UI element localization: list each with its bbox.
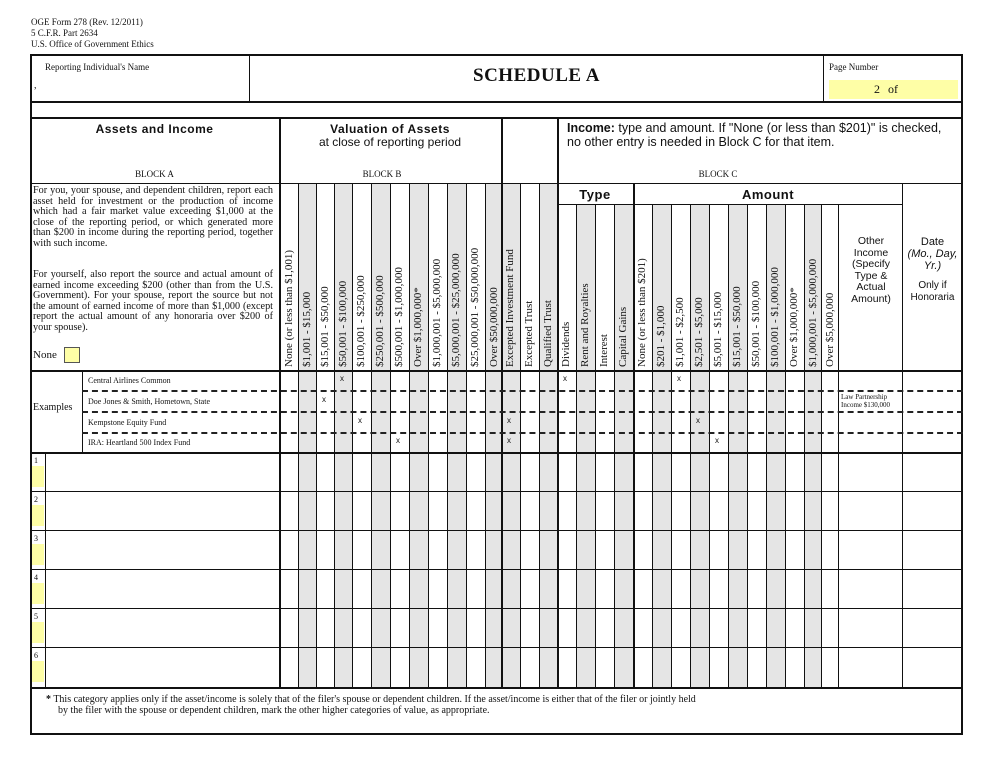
income-amount-col-shade <box>652 204 671 687</box>
income-amount-col-header-4: $5,001 - $15,000 <box>712 291 724 367</box>
trust-col-header-0: Excepted Investment Fund <box>504 249 516 367</box>
example-row-divider <box>82 411 963 413</box>
income-type-col-header-2: Interest <box>598 334 610 367</box>
none-checkbox[interactable] <box>64 347 80 363</box>
example-asset-name: Doe Jones & Smith, Hometown, State <box>88 397 210 406</box>
block-a-label: BLOCK A <box>135 169 174 179</box>
page-number-label: Page Number <box>829 62 879 72</box>
block-a-heading: Assets and Income <box>95 122 214 136</box>
value-col-header-4: $100,001 - $250,000 <box>355 275 367 367</box>
example-mark: x <box>696 416 700 425</box>
entry-asset-field[interactable] <box>46 492 278 529</box>
cfr-part: 5 C.F.R. Part 2634 <box>31 28 98 38</box>
reporting-individual-label: Reporting Individual's Name <box>45 62 150 72</box>
example-mark: x <box>322 395 326 404</box>
example-mark: x <box>715 436 719 445</box>
block-a-instructions-2: For yourself, also report the source and actual amount of earned income exceeding $200 (other than from the U.S. Government). For your spouse, report the source but not the amount of earned income of more than $1,000 (except report the actual amount of any honoraria over $200 of your spouse). <box>33 269 273 333</box>
value-col-header-11: Over $50,000,000 <box>488 287 500 367</box>
trust-col-header-2: Qualified Trust <box>542 300 554 367</box>
entry-row-number: 4 <box>34 573 38 582</box>
reporting-individual-name-field[interactable]: , <box>34 80 37 91</box>
value-col-shade <box>334 183 352 687</box>
block-a-instructions-1: For you, your spouse, and dependent children, report each asset held for investment or the production of income which had a fair market value exceeding $1,000 at the close of the reporting period, or which generated more than $200 in income during the reporting period, together with such income. <box>33 185 273 249</box>
block-b-heading: Valuation of Assets <box>330 122 450 136</box>
entry-asset-field[interactable] <box>46 648 278 685</box>
page-of-label: of <box>888 82 898 96</box>
entry-row-number: 5 <box>34 612 38 621</box>
income-amount-col-header-8: Over $1,000,000* <box>788 287 800 367</box>
example-asset-name: Kempstone Equity Fund <box>88 418 167 427</box>
trust-col-shade <box>539 183 557 687</box>
example-asset-name: Central Airlines Common <box>88 376 171 385</box>
income-amount-col-header-10: Over $5,000,000 <box>824 292 836 367</box>
block-b-subheading: at close of reporting period <box>318 135 462 149</box>
value-col-header-6: $500,001 - $1,000,000 <box>393 267 405 367</box>
footnote-line-2: by the filer with the spouse or dependent children, mark the other higher categories of value, as appropriate. <box>58 705 490 716</box>
entry-row-marker <box>32 622 44 643</box>
entry-row-marker <box>32 505 44 526</box>
value-col-header-9: $5,000,001 - $25,000,000 <box>450 253 462 367</box>
example-other-income: Law Partnership Income $130,000 <box>841 393 890 409</box>
entry-row-marker <box>32 544 44 565</box>
entry-row-number: 2 <box>34 495 38 504</box>
example-row-divider <box>82 390 963 392</box>
income-type-col-header-1: Rent and Royalties <box>579 283 591 367</box>
income-type-col-header-3: Capital Gains <box>617 306 629 367</box>
form-number: OGE Form 278 (Rev. 12/2011) <box>31 17 143 27</box>
value-col-header-3: $50,001 - $100,000 <box>337 280 349 367</box>
amount-header: Amount <box>741 187 795 202</box>
footnote-line-1: This category applies only if the asset/income is solely that of the filer's spouse or dependent children. If the asset/income is either that of the filer or jointly held <box>53 694 696 705</box>
entry-row-number: 6 <box>34 651 38 660</box>
block-c-label: BLOCK C <box>698 169 738 179</box>
income-amount-col-header-7: $100,001 - $1,000,000 <box>769 267 781 367</box>
block-c-heading <box>567 121 947 149</box>
value-col-shade <box>298 183 316 687</box>
footnote <box>46 694 696 716</box>
income-type-col-header-0: Dividends <box>560 321 572 367</box>
income-amount-col-header-1: $201 - $1,000 <box>655 305 667 367</box>
examples-label: Examples <box>33 402 73 413</box>
entry-row-marker <box>32 661 44 682</box>
income-amount-col-header-9: $1,000,001 - $5,000,000 <box>807 258 819 367</box>
date-note: Only if Honoraria <box>910 280 955 303</box>
agency-name: U.S. Office of Government Ethics <box>31 39 154 49</box>
value-col-header-1: $1,001 - $15,000 <box>301 291 313 367</box>
example-mark: x <box>677 374 681 383</box>
value-col-header-7: Over $1,000,000* <box>412 287 424 367</box>
income-amount-col-header-2: $1,001 - $2,500 <box>674 297 686 367</box>
date-header <box>903 236 962 304</box>
none-label: None <box>33 349 57 361</box>
entry-asset-field[interactable] <box>46 531 278 568</box>
example-asset-name: IRA: Heartland 500 Index Fund <box>88 438 191 447</box>
entry-row-number: 1 <box>34 456 38 465</box>
value-col-header-0: None (or less than $1,001) <box>283 249 295 367</box>
page-title: SCHEDULE A <box>473 65 600 86</box>
income-type-col-shade <box>614 204 633 687</box>
entry-row-number: 3 <box>34 534 38 543</box>
value-col-header-2: $15,001 - $50,000 <box>319 286 331 367</box>
top-divider <box>30 101 963 103</box>
entry-row-marker <box>32 466 44 487</box>
example-mark: x <box>563 374 567 383</box>
value-col-shade <box>409 183 428 687</box>
form-header <box>31 17 154 50</box>
income-amount-col-header-6: $50,001 - $100,000 <box>750 280 762 367</box>
block-c-heading-bold: Income: <box>567 121 615 135</box>
trust-col-header-1: Excepted Trust <box>523 300 535 367</box>
income-amount-col-shade <box>728 204 747 687</box>
example-mark: x <box>340 374 344 383</box>
date-format: (Mo., Day, Yr.) <box>907 248 958 272</box>
entry-asset-field[interactable] <box>46 570 278 607</box>
header-bottom-line <box>30 370 963 372</box>
value-col-shade <box>371 183 390 687</box>
entry-asset-field[interactable] <box>46 609 278 646</box>
income-type-col-shade <box>576 204 595 687</box>
block-b-label: BLOCK B <box>362 169 402 179</box>
income-amount-col-header-5: $15,001 - $50,000 <box>731 286 743 367</box>
entry-row-marker <box>32 583 44 604</box>
example-mark: x <box>507 436 511 445</box>
type-header: Type <box>579 187 611 202</box>
other-income-header: Other Income (Specify Type & Actual Amount) <box>851 235 891 305</box>
entry-asset-field[interactable] <box>46 453 278 490</box>
value-col-header-8: $1,000,001 - $5,000,000 <box>431 258 443 367</box>
income-amount-col-shade <box>690 204 709 687</box>
value-col-header-5: $250,001 - $500,000 <box>374 275 386 367</box>
example-row-divider <box>82 432 963 434</box>
income-amount-col-header-0: None (or less than $201) <box>636 258 648 367</box>
footnote-star: * <box>46 694 51 705</box>
block-c-heading-text: type and amount. If "None (or less than $201)" is checked, no other entry is needed in Block C for that item. <box>567 121 942 149</box>
value-col-shade <box>485 183 501 687</box>
example-mark: x <box>507 416 511 425</box>
example-mark: x <box>396 436 400 445</box>
income-amount-col-header-3: $2,501 - $5,000 <box>693 297 705 367</box>
example-mark: x <box>358 416 362 425</box>
date-label: Date <box>920 236 945 248</box>
page-number-value: 2 <box>874 82 880 96</box>
value-col-header-10: $25,000,001 - $50,000,000 <box>469 247 481 367</box>
